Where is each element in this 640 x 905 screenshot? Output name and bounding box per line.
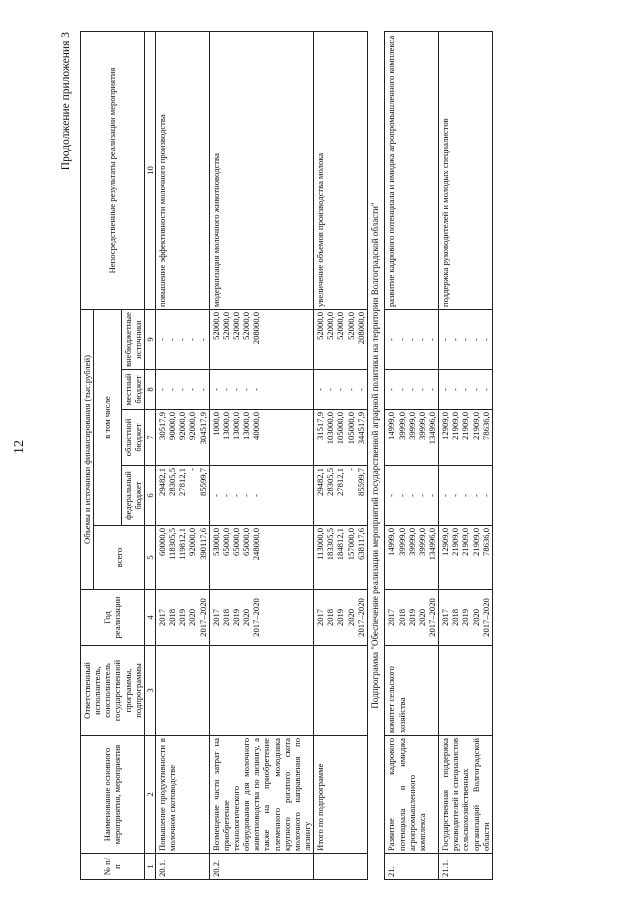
- colnum: 8: [144, 370, 155, 410]
- row-executor: [439, 646, 493, 736]
- row-regional: 31517,9 103000,0 105000,0 105000,0 344517,9: [314, 410, 368, 466]
- row-name: Повышение продуктивности в молочном скотоводстве: [155, 736, 209, 854]
- row-regional: 12909,0 21909,0 21909,0 21909,0 78636,0: [439, 410, 493, 466]
- page-number: 12: [12, 440, 27, 454]
- row-local: - - - - -: [209, 370, 313, 410]
- row-executor: [209, 646, 313, 736]
- row-total: 113000,0 183305,5 184812,1 157000,0 638117,6: [314, 526, 368, 590]
- row-regional: 30517,9 90000,0 92000,0 92000,0 304517,9: [155, 410, 209, 466]
- colnum: 4: [144, 590, 155, 646]
- row-extra: 52000,0 52000,0 52000,0 52000,0 208000,0: [209, 309, 313, 369]
- row-federal: 29482,1 28305,5 27812,1 - 85599,7: [155, 466, 209, 526]
- row-no: 21.: [385, 854, 439, 880]
- colnum: 6: [144, 466, 155, 526]
- row-years: 2017 2018 2019 2020 2017–2020: [155, 590, 209, 646]
- row-no: 20.2.: [209, 854, 313, 880]
- row-total: 12909,0 21909,0 21909,0 21909,0 78636,0: [439, 526, 493, 590]
- row-total: 60000,0 118305,5 119812,1 92000,0 390117,6: [155, 526, 209, 590]
- row-federal: - - - - -: [385, 466, 439, 526]
- row-no: [314, 854, 368, 880]
- colnum: 2: [144, 736, 155, 854]
- section-title: Подпрограмма "Обеспечение реализации мероприятий государственной аграрной политики на территории Волгоградской области": [367, 31, 385, 879]
- colnum: 3: [144, 646, 155, 736]
- page-title: Продолжение приложения 3: [60, 32, 72, 171]
- table-row: [209, 31, 313, 879]
- row-no: 20.1.: [155, 854, 209, 880]
- header-col8: местный бюджет: [121, 370, 144, 410]
- funding-table: [80, 31, 493, 880]
- row-years: 2017 2018 2019 2020 2017–2020: [314, 590, 368, 646]
- table-row: [439, 31, 493, 879]
- rotated-page: [60, 32, 635, 880]
- header-incl-group: в том числе: [94, 309, 121, 525]
- header-col4: Год реализации: [81, 590, 145, 646]
- colnum: 5: [144, 526, 155, 590]
- row-federal: - - - - -: [439, 466, 493, 526]
- row-local: - - - - -: [439, 370, 493, 410]
- row-executor: [314, 646, 368, 736]
- row-years: 2017 2018 2019 2020 2017–2020: [209, 590, 313, 646]
- row-years: 2017 2018 2019 2020 2017–2020: [385, 590, 439, 646]
- table-row: [155, 31, 209, 879]
- table-row: [385, 31, 439, 879]
- row-years: 2017 2018 2019 2020 2017–2020: [439, 590, 493, 646]
- header-col2: Наименование основного мероприятия, мероприятия: [81, 736, 145, 854]
- section-title-row: [367, 31, 385, 879]
- row-extra: - - - - -: [385, 309, 439, 369]
- row-result: развитие кадрового потенциала и имиджа агропромышленного комплекса: [385, 31, 439, 309]
- header-col7: областной бюджет: [121, 410, 144, 466]
- colnum: 9: [144, 309, 155, 369]
- colnum: 7: [144, 410, 155, 466]
- row-name: Государственная поддержка руководителей и специалистов сельскохозяйственных организаций Волгоградской области: [439, 736, 493, 854]
- row-executor: [155, 646, 209, 736]
- row-regional: 1000,0 13000,0 13000,0 13000,0 40000,0: [209, 410, 313, 466]
- row-local: - - - - -: [385, 370, 439, 410]
- table-row-total: [314, 31, 368, 879]
- row-name: Развитие кадрового потенциала и имиджа агропромышленного комплекса: [385, 736, 439, 854]
- row-total: 53000,0 65000,0 65000,0 65000,0 248000,0: [209, 526, 313, 590]
- row-name: Итого по подпрограмме: [314, 736, 368, 854]
- header-col9: внебюджетные источники: [121, 309, 144, 369]
- row-federal: 29482,1 28305,5 27812,1 - 85599,7: [314, 466, 368, 526]
- row-result: поддержка руководителей и молодых специалистов: [439, 31, 493, 309]
- row-extra: - - - - -: [439, 309, 493, 369]
- row-result: повышение эффективности молочного производства: [155, 31, 209, 309]
- header-funding-group: Объемы и источники финансирования (тыс.рублей): [81, 309, 94, 589]
- row-result: увеличение объемов производства молока: [314, 31, 368, 309]
- row-executor: комитет сельского хозяйства: [385, 646, 439, 736]
- row-extra: - - - - -: [155, 309, 209, 369]
- row-no: 21.1.: [439, 854, 493, 880]
- colnum: 10: [144, 31, 155, 309]
- header-row-1: [81, 31, 94, 879]
- header-col6: федеральный бюджет: [121, 466, 144, 526]
- row-name: Возмещение части затрат на приобретение технологического оборудования для молочного животноводства по лизингу, а также на приобретение племенного молодняка крупного рогатого скота молочного направления по лизингу: [209, 736, 313, 854]
- row-total: 14999,0 39999,0 39999,0 39999,0 134996,0: [385, 526, 439, 590]
- header-col1: № п/п: [81, 854, 145, 880]
- row-result: модернизация молочного животноводства: [209, 31, 313, 309]
- row-federal: - - - - -: [209, 466, 313, 526]
- column-number-row: [144, 31, 155, 879]
- row-extra: 52000,0 52000,0 52000,0 52000,0 208000,0: [314, 309, 368, 369]
- row-regional: 14999,0 39999,0 39999,0 39999,0 134996,0: [385, 410, 439, 466]
- row-local: - - - - -: [155, 370, 209, 410]
- row-local: - - - - -: [314, 370, 368, 410]
- header-col5: всего: [94, 526, 145, 590]
- colnum: 1: [144, 854, 155, 880]
- header-col10: Непосредственные результаты реализации мероприятия: [81, 31, 145, 309]
- header-col3: Ответственный исполнитель, соисполнитель государственной программы, подпрограммы: [81, 646, 145, 736]
